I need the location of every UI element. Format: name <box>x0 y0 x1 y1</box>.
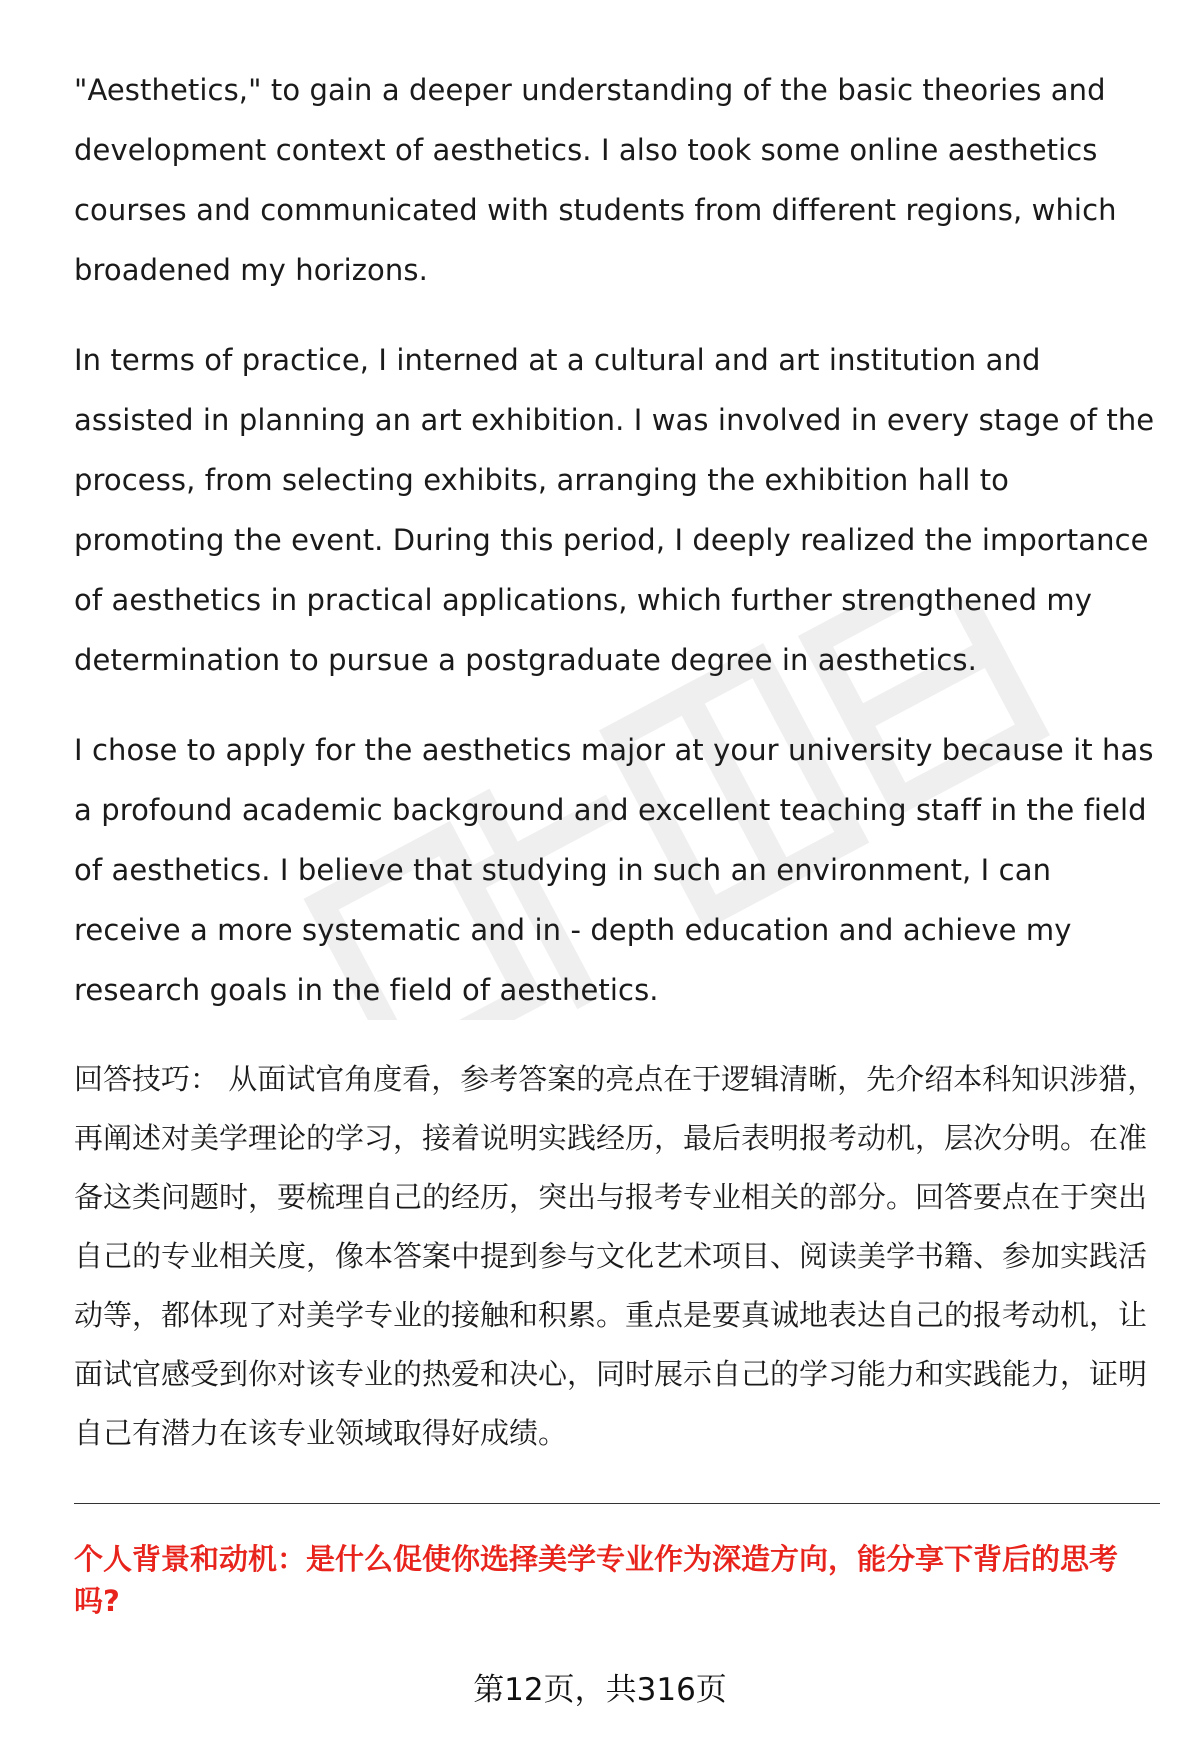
section-divider <box>74 1503 1160 1504</box>
answer-paragraph-2: In terms of practice, I interned at a cultural and art institution and assisted in planning an art exhibition. I was involved in every stage of the process, from selecting exhibits, arranging the exhibition hall to promoting the event. During this period, I deeply realized the importance of aesthetics in practical applications, which further strengthened my determination to pursue a postgraduate degree in aesthetics. <box>74 343 1155 677</box>
answer-paragraph-1: "Aesthetics," to gain a deeper understanding of the basic theories and development context of aesthetics. I also took some online aesthetics courses and communicated with students from different regions, which broadened my horizons. <box>74 73 1117 287</box>
answer-paragraph-3: I chose to apply for the aesthetics major at your university because it has a profound academic background and excellent teaching staff in the field of aesthetics. I believe that studying in such an environment, I can receive a more systematic and in - depth education and achieve my research goals in the field of aesthetics. <box>74 733 1154 1007</box>
answer-tips: 回答技巧： 从面试官角度看，参考答案的亮点在于逻辑清晰，先介绍本科知识涉猎，再阐述对美学理论的学习，接着说明实践经历，最后表明报考动机，层次分明。在准备这类问题时，要梳理自己的经历，突出与报考专业相关的部分。回答要点在于突出自己的专业相关度，像本答案中提到参与文化艺术项目、阅读美学书籍、参加实践活动等，都体现了对美学专业的接触和积累。重点是要真诚地表达自己的报考动机，让面试官感受到你对该专业的热爱和决心，同时展示自己的学习能力和实践能力，证明自己有潜力在该专业领域取得好成绩。 <box>74 1062 1157 1450</box>
next-question-heading: 个人背景和动机：是什么促使你选择美学专业作为深造方向，能分享下背后的思考吗? <box>74 1542 1119 1618</box>
page-content <box>74 60 1160 1463</box>
page-number-footer: 第12页，共316页 <box>473 1672 727 1708</box>
